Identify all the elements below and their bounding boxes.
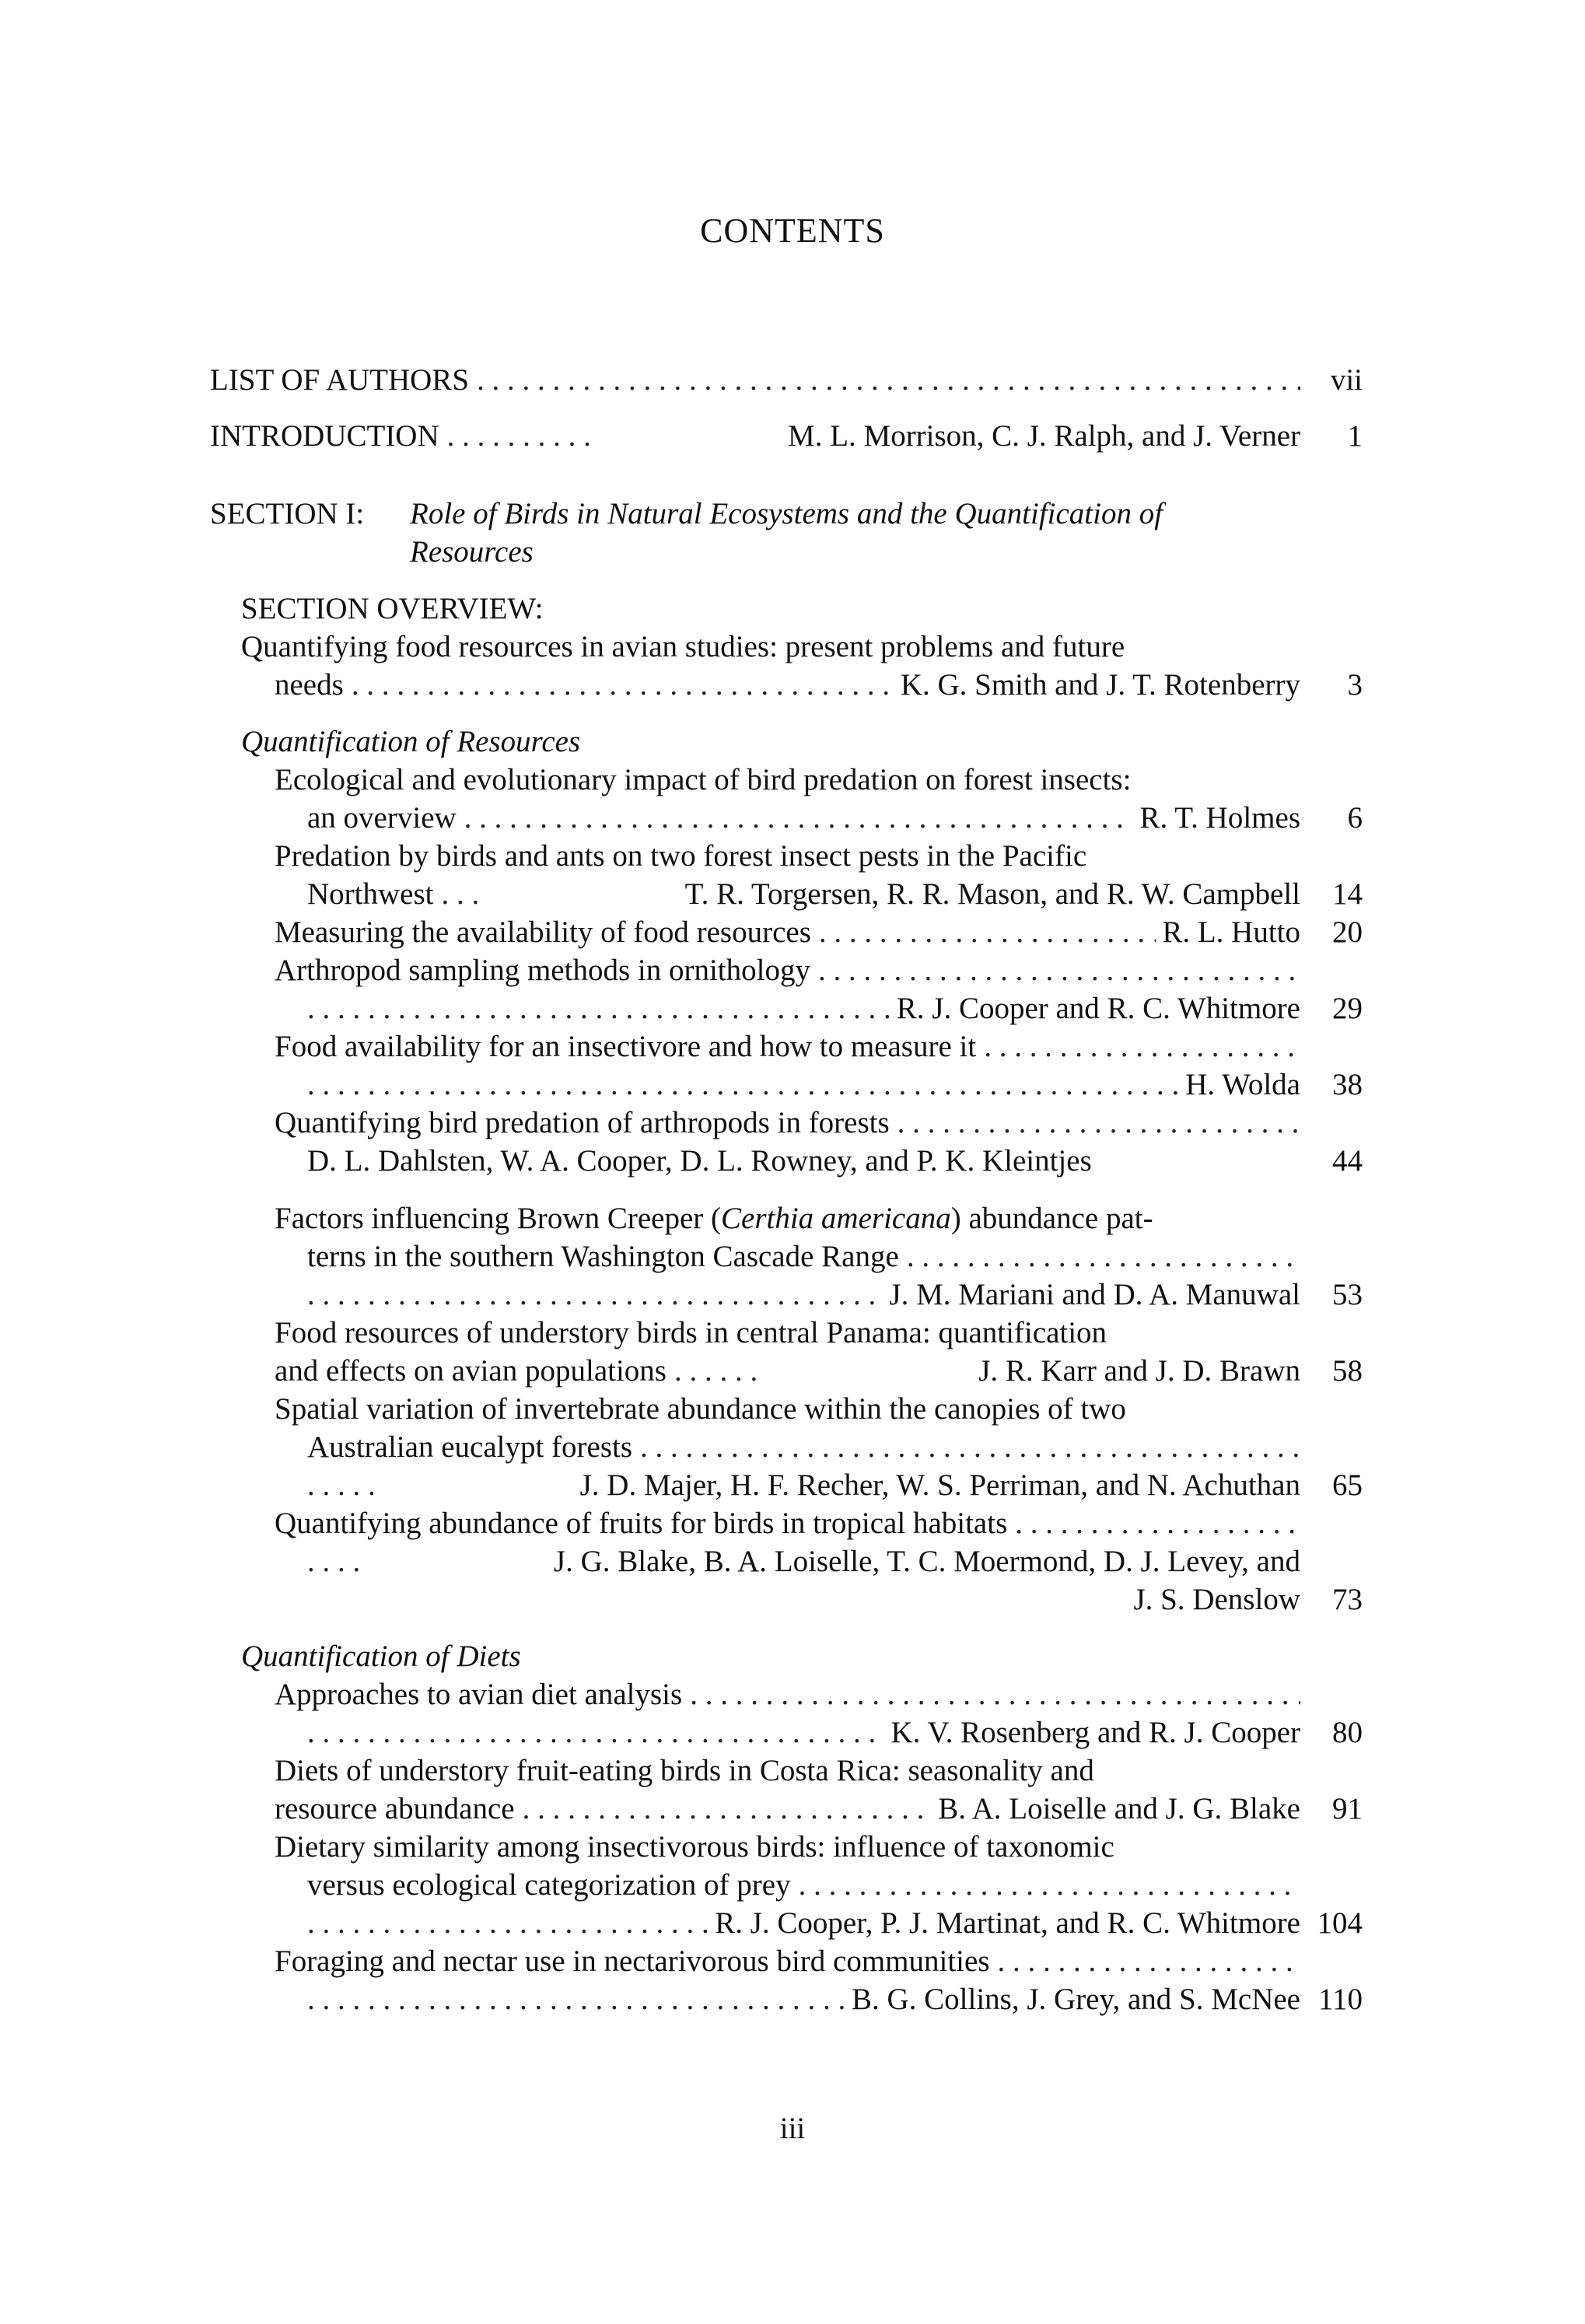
page-number: 44 bbox=[1332, 1144, 1363, 1178]
entry-title-line2: Australian eucalypt forests bbox=[307, 1430, 633, 1464]
toc-entry[interactable] bbox=[275, 1790, 1300, 1828]
dot-leader bbox=[799, 1866, 1300, 1904]
dot-leader bbox=[984, 1027, 1300, 1066]
toc-entry-introduction[interactable] bbox=[210, 417, 1300, 455]
page-number: 3 bbox=[1347, 668, 1363, 702]
entry-authors: J. D. Majer, H. F. Recher, W. S. Perriman, and N. Achuthan bbox=[579, 1468, 1300, 1502]
entry-authors: M. L. Morrison, C. J. Ralph, and J. Verner bbox=[788, 419, 1300, 453]
entry-authors: T. R. Torgersen, R. R. Mason, and R. W. Campbell bbox=[684, 877, 1300, 911]
dot-leader bbox=[447, 417, 595, 455]
page-number: 29 bbox=[1332, 992, 1363, 1025]
entry-title: Foraging and nectar use in nectarivorous bird communities bbox=[275, 1944, 990, 1978]
dot-leader bbox=[307, 1713, 885, 1752]
page-number: 6 bbox=[1347, 801, 1363, 835]
entry-authors: H. Wolda bbox=[1185, 1068, 1300, 1101]
title-text: Factors influencing Brown Creeper ( bbox=[275, 1202, 721, 1235]
page-number: 73 bbox=[1332, 1583, 1363, 1616]
entry-authors: K. G. Smith and J. T. Rotenberry bbox=[900, 668, 1300, 702]
page-number: 53 bbox=[1332, 1278, 1363, 1311]
section-label: SECTION I: bbox=[210, 497, 365, 530]
entry-title-line2: Northwest bbox=[307, 877, 434, 911]
entry-title-line2: and effects on avian populations bbox=[275, 1354, 667, 1388]
page-number: 80 bbox=[1332, 1716, 1363, 1749]
entry-title-line2: an overview bbox=[307, 801, 457, 835]
toc-entry[interactable] bbox=[275, 1352, 1300, 1390]
folio-page-number: iii bbox=[779, 2112, 806, 2145]
dot-leader bbox=[1015, 1504, 1300, 1542]
toc-entry[interactable] bbox=[307, 1428, 1300, 1466]
page-number: 58 bbox=[1332, 1354, 1363, 1388]
entry-title-line1[interactable]: Diets of understory fruit-eating birds in Costa Rica: seasonality and bbox=[275, 1754, 1094, 1787]
dot-leader bbox=[307, 1980, 845, 2018]
entry-title-line2: resource abundance bbox=[275, 1792, 515, 1825]
toc-entry[interactable] bbox=[275, 1675, 1300, 1713]
page-number: vii bbox=[1330, 363, 1363, 397]
toc-entry-authors-line[interactable] bbox=[307, 1904, 1300, 1942]
page-number: 104 bbox=[1317, 1906, 1363, 1940]
toc-entry[interactable] bbox=[275, 1027, 1300, 1066]
dot-leader bbox=[897, 1104, 1300, 1142]
dot-leader bbox=[307, 1904, 709, 1942]
entry-authors: R. T. Holmes bbox=[1139, 801, 1300, 835]
toc-entry-authors-line[interactable] bbox=[307, 989, 1300, 1027]
entry-title: Quantifying bird predation of arthropods in forests bbox=[275, 1106, 890, 1139]
dot-leader bbox=[690, 1675, 1300, 1713]
toc-entry-authors-line[interactable] bbox=[307, 1542, 1300, 1580]
overview-label: SECTION OVERVIEW: bbox=[241, 592, 544, 625]
toc-entry[interactable] bbox=[275, 951, 1300, 989]
entry-title: needs bbox=[275, 668, 344, 702]
page-number: 14 bbox=[1332, 877, 1363, 911]
toc-entry-authors-line[interactable] bbox=[307, 1066, 1300, 1104]
entry-authors: R. J. Cooper and R. C. Whitmore bbox=[896, 992, 1300, 1025]
entry-authors: K. V. Rosenberg and R. J. Cooper bbox=[890, 1716, 1300, 1749]
toc-entry[interactable] bbox=[275, 913, 1300, 951]
dot-leader bbox=[307, 1066, 1179, 1104]
entry-title: Quantifying abundance of fruits for birds in tropical habitats bbox=[275, 1507, 1008, 1540]
entry-title: Arthropod sampling methods in ornithology bbox=[275, 954, 810, 987]
entry-title-line1[interactable]: Ecological and evolutionary impact of bird predation on forest insects: bbox=[275, 763, 1132, 796]
toc-entry-authors-line[interactable] bbox=[307, 1980, 1300, 2018]
entry-title-line1[interactable]: Spatial variation of invertebrate abundance within the canopies of two bbox=[275, 1392, 1126, 1426]
dot-leader bbox=[307, 1276, 883, 1314]
page-number: 65 bbox=[1332, 1468, 1363, 1502]
entry-title-line2: terns in the southern Washington Cascade Range bbox=[307, 1240, 899, 1273]
dot-leader bbox=[307, 989, 890, 1027]
entry-authors: R. L. Hutto bbox=[1162, 915, 1300, 949]
entry-authors: D. L. Dahlsten, W. A. Cooper, D. L. Rowney, and P. K. Kleintjes bbox=[307, 1144, 1092, 1178]
toc-entry[interactable] bbox=[275, 1504, 1300, 1542]
page-number: 20 bbox=[1332, 915, 1363, 949]
entry-title-line1[interactable]: Dietary similarity among insectivorous birds: influence of taxonomic bbox=[275, 1830, 1114, 1864]
title-text: ) abundance pat- bbox=[950, 1202, 1153, 1235]
entry-title: Approaches to avian diet analysis bbox=[275, 1678, 683, 1711]
dot-leader bbox=[819, 913, 1156, 951]
page-title: CONTENTS bbox=[700, 212, 885, 250]
page-number: 110 bbox=[1317, 1983, 1363, 2016]
entry-title: Food availability for an insectivore and how to measure it bbox=[275, 1030, 977, 1063]
entry-authors: B. G. Collins, J. Grey, and S. McNee bbox=[851, 1983, 1300, 2016]
dot-leader bbox=[640, 1428, 1300, 1466]
subsection-title: Quantification of Resources bbox=[241, 725, 581, 758]
toc-entry-authors-line[interactable] bbox=[307, 1276, 1300, 1314]
dot-leader bbox=[352, 666, 894, 704]
dot-leader bbox=[477, 361, 1300, 399]
dot-leader bbox=[307, 1466, 376, 1504]
entry-title: LIST OF AUTHORS bbox=[210, 363, 470, 397]
toc-entry-authors-line[interactable] bbox=[307, 1713, 1300, 1752]
entry-authors: J. M. Mariani and D. A. Manuwal bbox=[889, 1278, 1300, 1311]
toc-entry-list-of-authors[interactable] bbox=[210, 361, 1300, 399]
dot-leader bbox=[818, 951, 1300, 989]
entry-title-line1[interactable]: Food resources of understory birds in central Panama: quantification bbox=[275, 1316, 1107, 1349]
toc-entry-overview[interactable] bbox=[275, 666, 1300, 704]
entry-title-line1[interactable]: Predation by birds and ants on two forest insect pests in the Pacific bbox=[275, 839, 1087, 873]
toc-entry[interactable] bbox=[307, 799, 1300, 837]
entry-authors: J. R. Karr and J. D. Brawn bbox=[978, 1354, 1300, 1388]
dot-leader bbox=[674, 1352, 766, 1390]
page-number: 38 bbox=[1332, 1068, 1363, 1101]
toc-entry[interactable] bbox=[307, 1237, 1300, 1276]
dot-leader bbox=[441, 875, 488, 913]
entry-authors: R. J. Cooper, P. J. Martinat, and R. C. Whitmore bbox=[715, 1906, 1300, 1940]
dot-leader bbox=[307, 1542, 362, 1580]
entry-title-line1[interactable] bbox=[275, 1199, 1153, 1237]
subsection-title: Quantification of Diets bbox=[241, 1640, 521, 1673]
dot-leader bbox=[998, 1942, 1300, 1980]
dot-leader bbox=[523, 1790, 932, 1828]
entry-authors: J. G. Blake, B. A. Loiselle, T. C. Moermond, D. J. Levey, and bbox=[553, 1545, 1300, 1578]
overview-title-line1[interactable]: Quantifying food resources in avian studies: present problems and future bbox=[241, 630, 1125, 663]
entry-authors-cont: J. S. Denslow bbox=[1133, 1583, 1300, 1616]
section-title-line2: Resources bbox=[410, 535, 534, 569]
section-title-line1: Role of Birds in Natural Ecosystems and the Quantification of bbox=[410, 497, 1163, 530]
toc-entry[interactable] bbox=[307, 1866, 1300, 1904]
entry-title: INTRODUCTION bbox=[210, 419, 439, 453]
species-name: Certhia americana bbox=[721, 1202, 951, 1235]
dot-leader bbox=[907, 1237, 1300, 1276]
page-number: 91 bbox=[1332, 1792, 1363, 1825]
entry-authors: B. A. Loiselle and J. G. Blake bbox=[938, 1792, 1300, 1825]
dot-leader bbox=[464, 799, 1134, 837]
entry-title-line2: versus ecological categorization of prey bbox=[307, 1868, 791, 1902]
entry-title: Measuring the availability of food resources bbox=[275, 915, 811, 949]
toc-entry-authors-line[interactable] bbox=[307, 1466, 1300, 1504]
toc-entry[interactable] bbox=[275, 1104, 1300, 1142]
toc-entry[interactable] bbox=[307, 875, 1300, 913]
page-number: 1 bbox=[1347, 419, 1363, 453]
toc-entry[interactable] bbox=[275, 1942, 1300, 1980]
